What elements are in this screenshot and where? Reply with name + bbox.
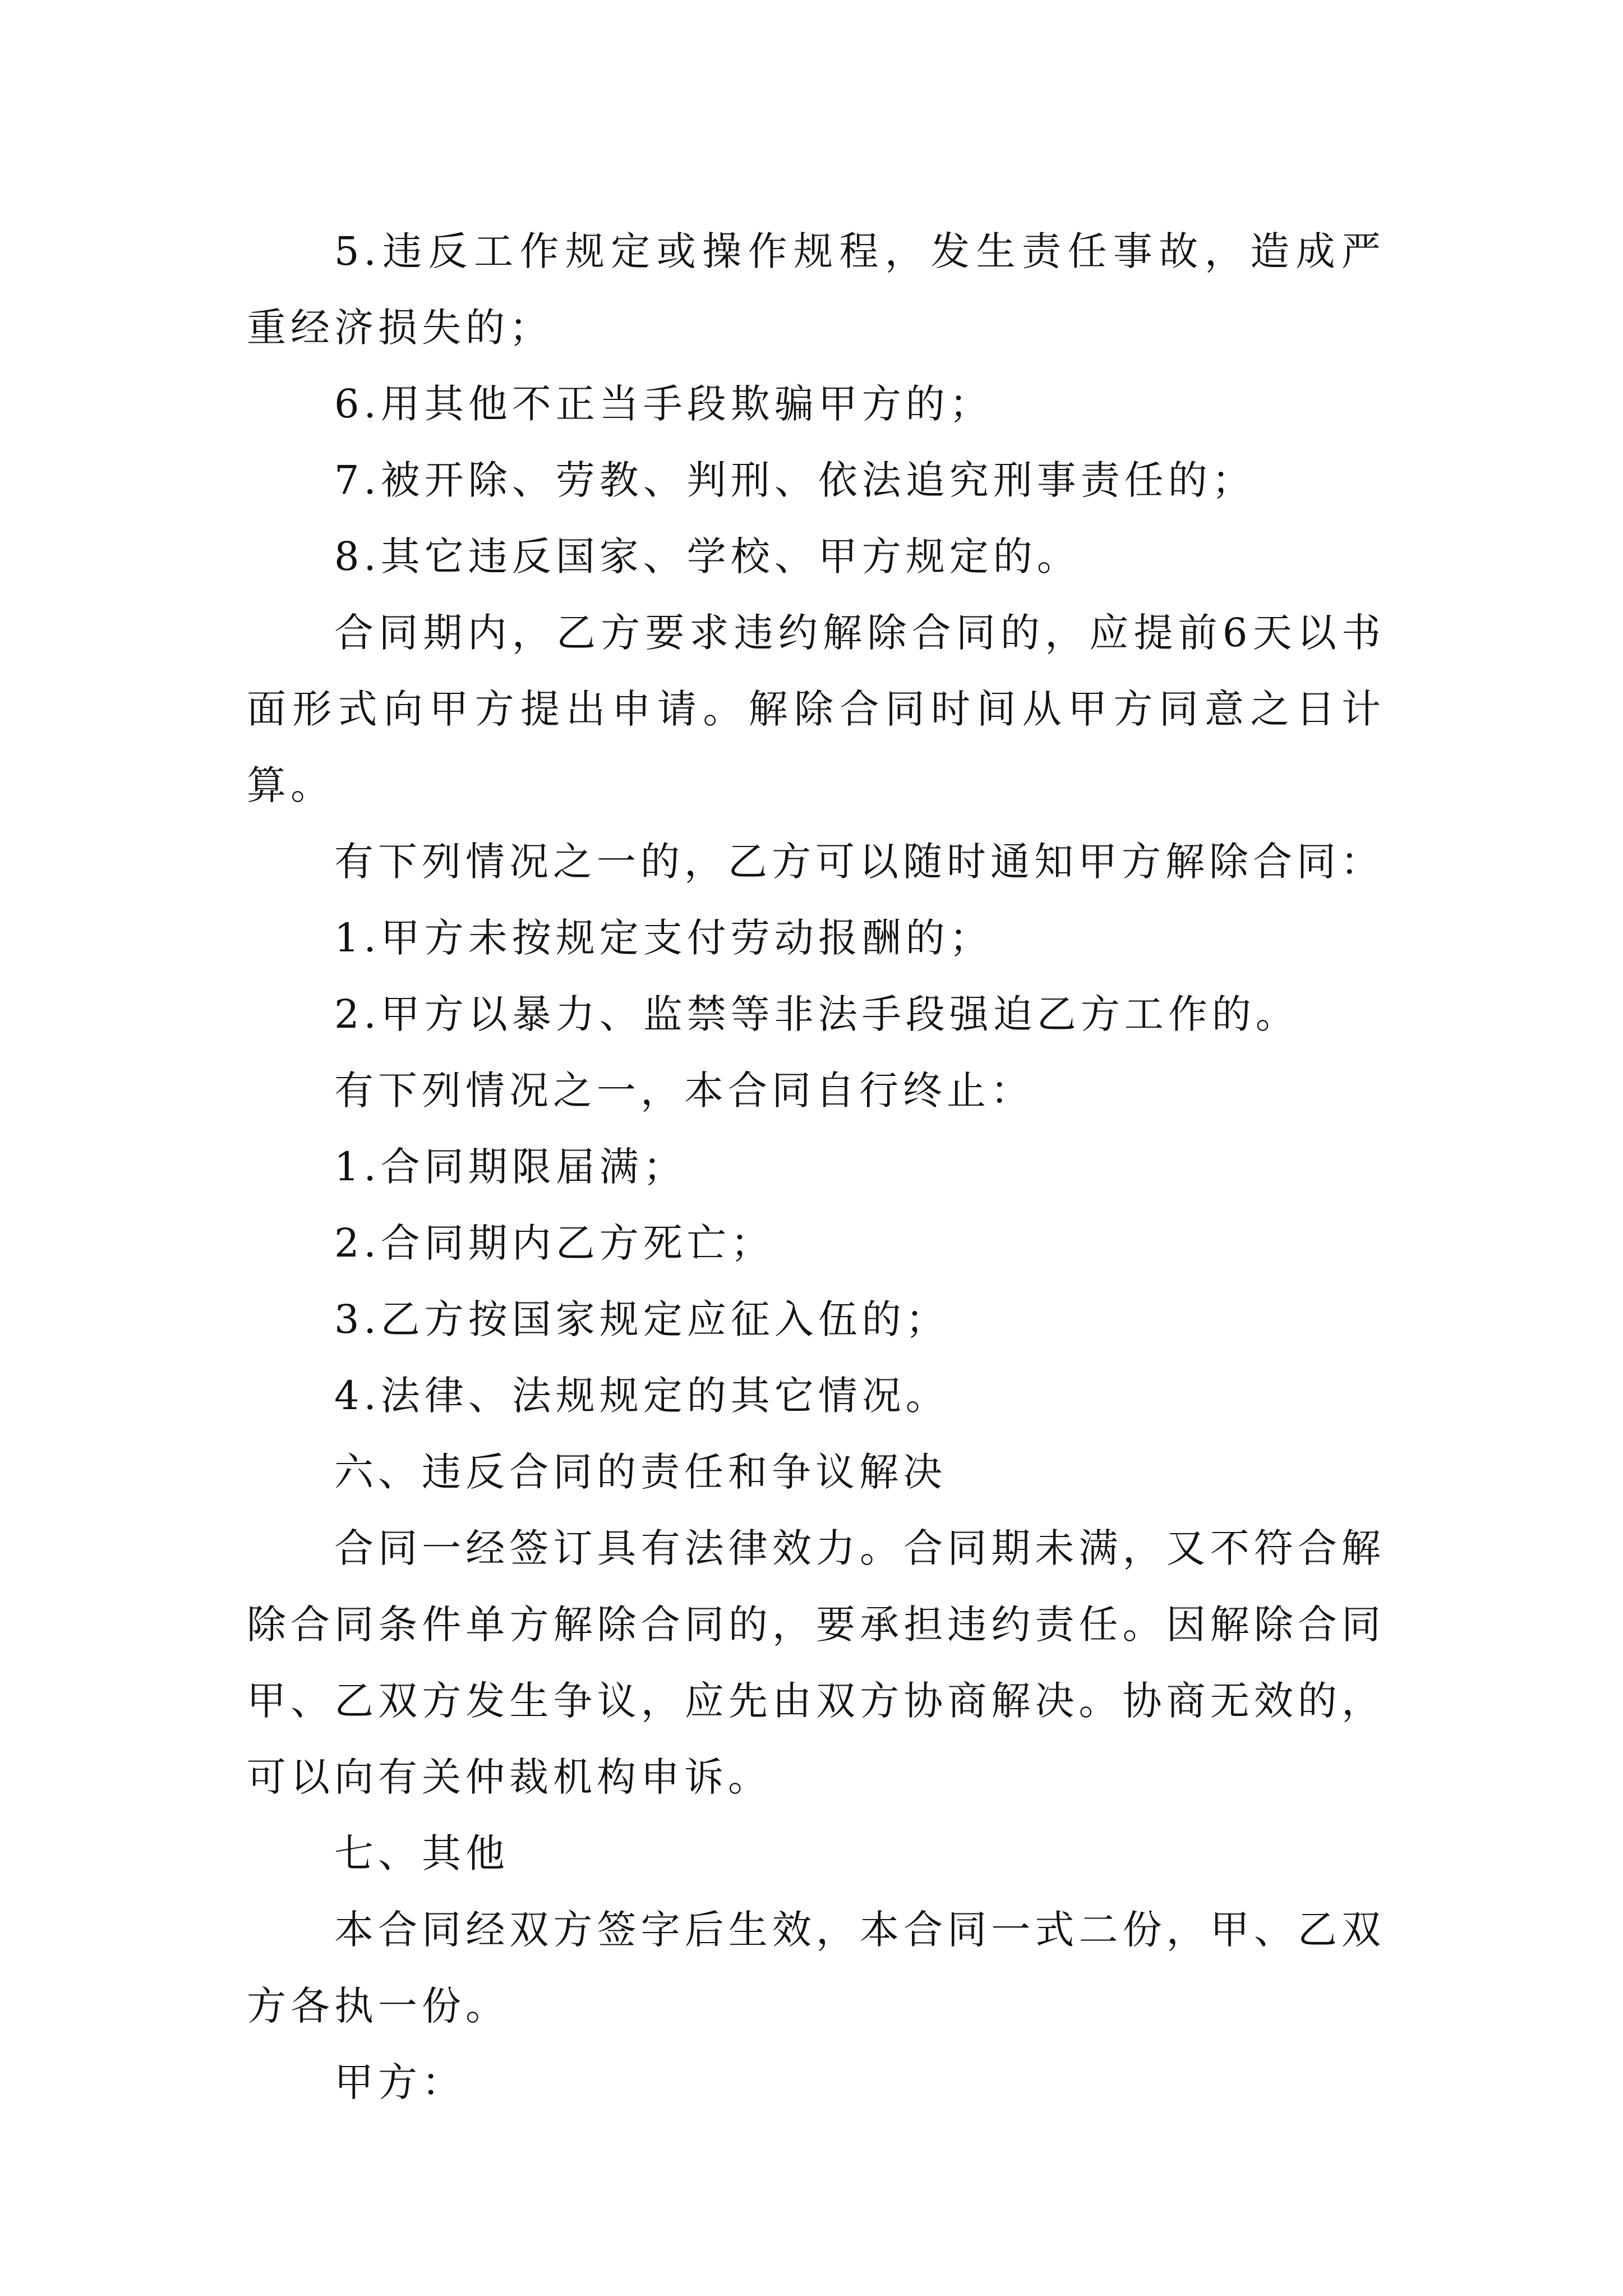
paragraph-auto-termination-1: 1.合同期限届满； — [334, 1144, 687, 1190]
paragraph-auto-termination-4: 4.法律、法规规定的其它情况。 — [334, 1373, 949, 1419]
paragraph-clause-6: 6.用其他不正当手段欺骗甲方的； — [334, 381, 993, 427]
paragraph-effective-copies: 本合同经双方签字后生效，本合同一式二份，甲、乙双方各执一份。 — [247, 1907, 1385, 2029]
paragraph-clause-7: 7.被开除、劳教、判刑、依法追究刑事责任的； — [334, 457, 1256, 503]
section-heading-breach-dispute: 六、违反合同的责任和争议解决 — [334, 1449, 947, 1495]
section-heading-other: 七、其他 — [334, 1830, 509, 1876]
paragraph-early-termination: 合同期内，乙方要求违约解除合同的，应提前6天以书面形式向甲方提出申请。解除合同时间从甲方同意之日计算。 — [247, 610, 1385, 808]
paragraph-clause-5: 5.违反工作规定或操作规程，发生责任事故，造成严重经济损失的； — [247, 228, 1385, 351]
paragraph-auto-termination-2: 2.合同期内乙方死亡； — [334, 1220, 774, 1266]
paragraph-party-b-terminate-1: 1.甲方未按规定支付劳动报酬的； — [334, 915, 993, 961]
paragraph-auto-termination-3: 3.乙方按国家规定应征入伍的； — [334, 1296, 949, 1342]
paragraph-auto-termination-intro: 有下列情况之一，本合同自行终止： — [334, 1068, 1034, 1114]
paragraph-party-b-terminate-intro: 有下列情况之一的，乙方可以随时通知甲方解除合同： — [334, 839, 1384, 885]
party-a-signature-label: 甲方： — [334, 2059, 465, 2105]
document-body — [247, 213, 1385, 2120]
paragraph-party-b-terminate-2: 2.甲方以暴力、监禁等非法手段强迫乙方工作的。 — [334, 991, 1299, 1037]
paragraph-breach-dispute: 合同一经签订具有法律效力。合同期未满，又不符合解除合同条件单方解除合同的，要承担违约责任。因解除合同甲、乙双方发生争议，应先由双方协商解决。协商无效的，可以向有关仲裁机构申诉。 — [247, 1525, 1385, 1800]
paragraph-clause-8: 8.其它违反国家、学校、甲方规定的。 — [334, 533, 1081, 579]
